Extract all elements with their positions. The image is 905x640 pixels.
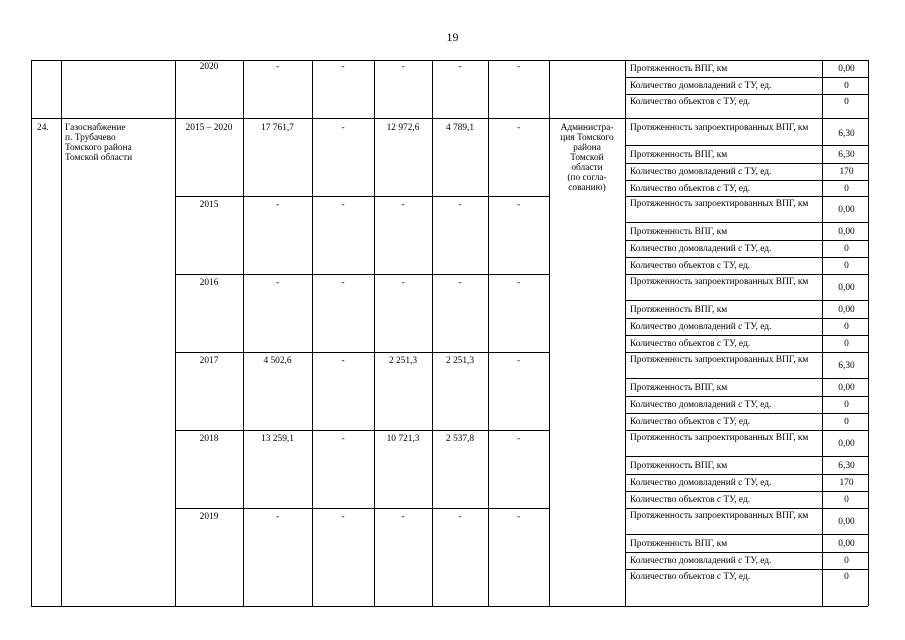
row-line [625,300,868,301]
row-line [625,378,868,379]
indicator-label: Количество домовладений с ТУ, ед. [630,400,772,410]
indicator-value: 0,00 [838,383,855,393]
indicator-label: Количество объектов с ТУ, ед. [630,97,751,107]
amount-other: - [516,512,521,522]
period-separator [175,352,549,353]
indicator-value: 0 [844,97,849,107]
item-executor: Администра- ция Томского района Томской области (по согла- сованию) [560,123,614,193]
indicator-label: Протяженность запроектированных ВПГ, км [630,277,809,287]
indicator-label: Количество домовладений с ТУ, ед. [630,322,772,332]
amount-federal: - [341,62,345,72]
row-line [625,77,868,78]
indicator-label: Протяженность ВПГ, км [630,461,728,471]
indicator-label: Протяженность ВПГ, км [630,305,728,315]
amount-federal: - [341,200,345,210]
row-line [625,534,868,535]
amount-local: - [458,512,462,522]
item-name: Газоснабжение п. Трубачево Томского района Томской области [65,123,133,163]
amount-regional: 10 721,3 [386,434,420,444]
row-line [625,352,868,353]
indicator-label: Протяженность ВПГ, км [630,150,728,160]
period-separator [175,430,549,431]
indicator-value: 0,00 [838,517,855,527]
col-divider-value [822,60,823,606]
indicator-label: Протяженность ВПГ, км [630,64,728,74]
amount-total: - [275,62,280,72]
indicator-label: Протяженность запроектированных ВПГ, км [630,433,809,443]
indicator-value: 6,30 [838,461,855,471]
item-separator [31,118,868,119]
amount-total: 4 502,6 [263,356,292,366]
amount-regional: - [401,512,405,522]
amount-total: - [275,278,280,288]
indicator-value: 6,30 [838,129,855,139]
amount-federal: - [341,434,345,444]
table-top-border [31,60,868,61]
amount-federal: - [341,512,345,522]
amount-regional: 2 251,3 [388,356,418,366]
amount-local: - [458,278,462,288]
indicator-value: 0 [844,261,849,271]
row-line [625,491,868,492]
amount-total: 17 761,7 [261,123,294,133]
indicator-value: 0,00 [838,305,855,315]
indicator-label: Количество объектов с ТУ, ед. [630,495,751,505]
table-bottom-border [31,606,868,607]
indicator-label: Количество домовладений с ТУ, ед. [630,478,772,488]
indicator-value: 0,00 [838,205,855,215]
amount-regional: - [401,62,405,72]
indicator-value: 0 [844,417,849,427]
row-line [625,145,868,146]
row-line [625,552,868,553]
period-separator [175,274,549,275]
indicator-value: 0 [844,339,849,349]
row-line [625,508,868,509]
indicator-value: 0,00 [838,227,855,237]
indicator-value: 6,30 [838,361,855,371]
indicator-label: Количество объектов с ТУ, ед. [630,339,751,349]
row-line [625,318,868,319]
amount-federal: - [341,123,345,133]
indicator-label: Протяженность ВПГ, км [630,539,728,549]
indicator-value: 0 [844,81,849,91]
amount-local: - [458,200,462,210]
amount-other: - [516,434,521,444]
amount-total: - [275,200,280,210]
amount-other: - [516,62,521,72]
amount-other: - [516,356,521,366]
amount-regional: - [401,278,405,288]
col-divider-local [432,60,433,606]
indicator-label: Количество домовладений с ТУ, ед. [630,81,772,91]
amount-local: - [458,62,462,72]
period-separator [175,196,549,197]
row-line [625,196,868,197]
indicator-value: 0 [844,184,849,194]
col-divider-regional [374,60,375,606]
indicator-value: 0,00 [838,439,855,449]
indicator-label: Протяженность ВПГ, км [630,383,728,393]
row-line [625,474,868,475]
row-line [625,456,868,457]
indicator-value: 0,00 [838,283,855,293]
row-line [625,222,868,223]
amount-local: 4 789,1 [445,123,475,133]
indicator-value: 0,00 [838,64,855,74]
col-divider-year [175,60,176,606]
year-cell: 2018 [199,434,219,444]
row-line [625,240,868,241]
row-line [625,94,868,95]
amount-total: - [275,512,280,522]
year-cell: 2019 [199,512,219,522]
indicator-label: Количество домовладений с ТУ, ед. [630,244,772,254]
period-separator [175,508,549,509]
indicator-value: 0 [844,400,849,410]
indicator-value: 6,30 [838,150,855,160]
row-line [625,335,868,336]
year-cell: 2016 [199,278,219,288]
row-line [625,396,868,397]
col-divider-other [488,60,489,606]
row-line [625,430,868,431]
indicator-label: Протяженность запроектированных ВПГ, км [630,355,809,365]
amount-other: - [516,123,521,133]
amount-other: - [516,200,521,210]
indicator-value: 170 [839,167,854,177]
amount-regional: - [401,200,405,210]
indicator-label: Протяженность запроектированных ВПГ, км [630,511,809,521]
indicator-value: 0,00 [838,539,855,549]
row-line [625,274,868,275]
table-border-left [31,60,32,606]
indicator-value: 0 [844,495,849,505]
year-cell: 2017 [199,356,219,366]
year-cell: 2020 [199,62,219,72]
col-divider-executor [549,60,550,606]
amount-local: 2 251,3 [445,356,475,366]
col-divider-federal [312,60,313,606]
col-divider-name [61,60,62,606]
indicator-label: Количество объектов с ТУ, ед. [630,572,751,582]
item-number: 24. [37,123,49,133]
row-line [625,257,868,258]
amount-other: - [516,278,521,288]
indicator-value: 0 [844,322,849,332]
indicator-value: 0 [844,556,849,566]
page-number: 19 [446,30,459,44]
amount-federal: - [341,278,345,288]
indicator-value: 0 [844,572,849,582]
indicator-label: Протяженность запроектированных ВПГ, км [630,123,809,133]
row-line [625,180,868,181]
col-divider-indicator [625,60,626,606]
row-line [625,569,868,570]
amount-local: 2 537,8 [445,434,475,444]
indicator-label: Количество домовладений с ТУ, ед. [630,167,772,177]
indicator-value: 170 [839,478,854,488]
year-cell: 2015 – 2020 [185,123,233,133]
indicator-label: Количество домовладений с ТУ, ед. [630,556,772,566]
indicator-value: 0 [844,244,849,254]
indicator-label: Количество объектов с ТУ, ед. [630,417,751,427]
col-divider-total [243,60,244,606]
amount-regional: 12 972,6 [386,123,420,133]
year-cell: 2015 [199,200,219,210]
indicator-label: Количество объектов с ТУ, ед. [630,184,751,194]
indicator-label: Протяженность запроектированных ВПГ, км [630,199,809,209]
row-line [625,413,868,414]
amount-federal: - [341,356,345,366]
indicator-label: Количество объектов с ТУ, ед. [630,261,751,271]
table-border-right [868,60,869,606]
row-line [625,163,868,164]
amount-total: 13 259,1 [261,434,294,444]
indicator-label: Протяженность ВПГ, км [630,227,728,237]
